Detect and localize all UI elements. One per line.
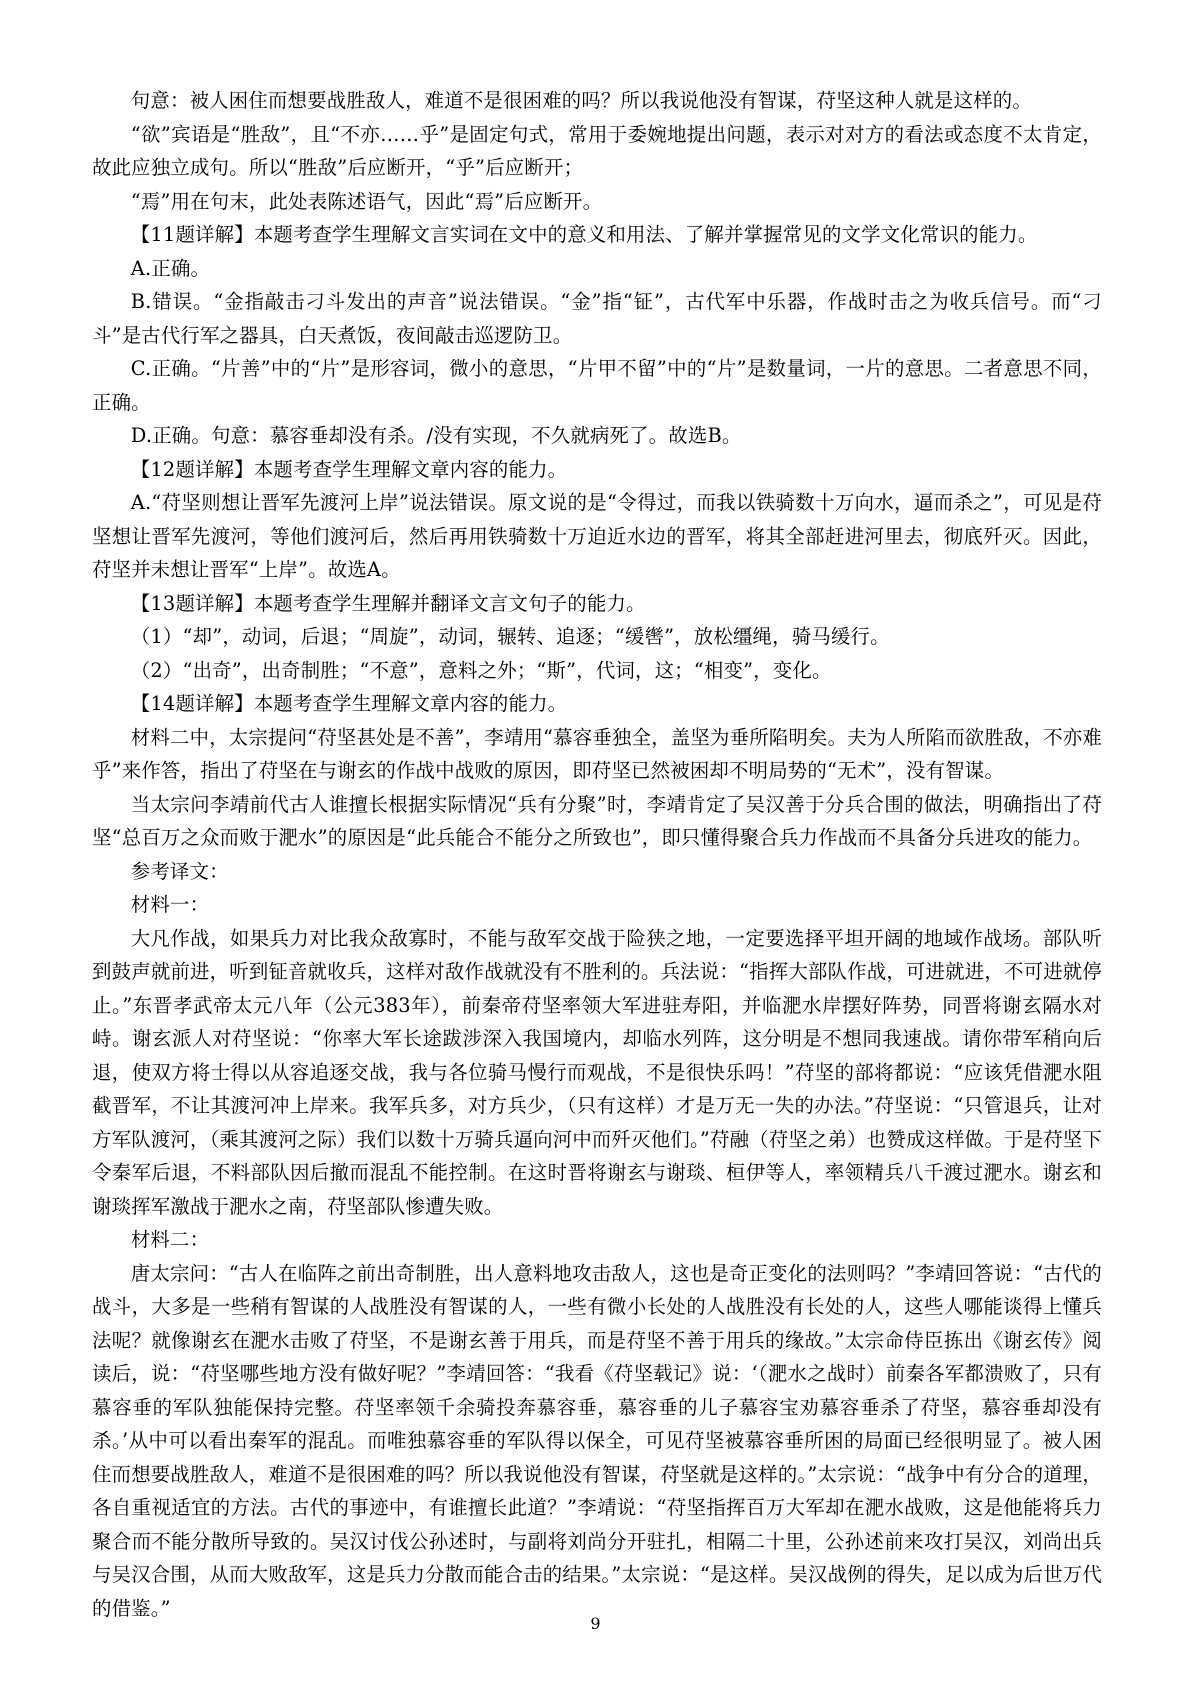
translation-item-1: （1）“却”，动词，后退；“周旋”，动词，辗转、追逐；“缓辔”，放松缰绳，骑马缓行。 — [130, 625, 890, 648]
material-one-text: 大凡作战，如果兵力对比我众敌寡时，不能与敌军交战于险狭之地，一定要选择平坦开阔的地域作战场。部队听到鼓声就前进，听到钲音就收兵，这样对敌作战就没有不胜利的。兵法说：“指挥大部队作战，可进就进，不可进就停止。”东晋孝武帝太元八年（公元383年），前秦帝苻坚率领大军进驻寿阳，并临淝水岸摆好阵势，同晋将谢玄隔水对峙。谢玄派人对苻坚说：“你率大军长途跋涉深入我国境内，却临水列阵，这分明是不想同我速战。请你带军稍向后退，使双方将士得以从容追逐交战，我与各位骑马慢行而观战，不是很快乐吗！”苻坚的部将都说：“应该凭借淝水阻截晋军，不让其渡河冲上岸来。我军兵多，对方兵少，（只有这样）才是万无一失的办法。”苻坚说：“只管退兵，让对方军队渡河，（乘其渡河之际）我们以数十万骑兵逼向河中而歼灭他们。”苻融（苻坚之弟）也赞成这样做。于是苻坚下令秦军后退，不料部队因后撤而混乱不能控制。在这时晋将谢玄与谢琰、桓伊等人，率领精兵八千渡过淝水。谢玄和谢琰挥军激战于淝水之南，苻坚部队惨遭失败。 — [92, 926, 1102, 1218]
answer-option-a: A.正确。 — [130, 256, 211, 280]
section-heading-14: 【14题详解】本题考查学生理解文章内容的能力。 — [130, 692, 568, 715]
material-two-heading: 材料二： — [130, 1228, 210, 1251]
answer-option-d: D.正确。句意：慕容垂却没有杀。/没有实现，不久就病死了。故选B。 — [130, 424, 742, 447]
section-heading-13: 【13题详解】本题考查学生理解并翻译文言文句子的能力。 — [130, 591, 646, 615]
material-one-heading: 材料一： — [130, 893, 210, 916]
paragraph: 当太宗问李靖前代古人谁擅长根据实际情况“兵有分聚”时，李靖肯定了吴汉善于分兵合围的做法，明确指出了苻坚“总百万之众而败于淝水”的原因是“此兵能合不能分之所致也”，即只懂得聚合兵力作战而不具备分兵进攻的能力。 — [92, 792, 1102, 849]
paragraph: 材料二中，太宗提问“苻坚甚处是不善”，李靖用“慕容垂独全，盖坚为垂所陷明矣。夫为人所陷而欲胜敌，不亦难乎”来作答，指出了苻坚在与谢玄的作战中战败的原因，即苻坚已然被困却不明局势的“无术”，没有智谋。 — [92, 725, 1102, 782]
page-number: 9 — [590, 1614, 601, 1633]
paragraph: A.“苻坚则想让晋军先渡河上岸”说法错误。原文说的是“令得过，而我以铁骑数十万向水，逼而杀之”，可见是苻坚想让晋军先渡河，等他们渡河后，然后再用铁骑数十万迫近水边的晋军，将其全部赶进河里去，彻底歼灭。因此，苻坚并未想让晋军“上岸”。故选A。 — [92, 491, 1102, 581]
section-heading-11: 【11题详解】本题考查学生理解文言实词在文中的意义和用法、了解并掌握常见的文学文化常识的能力。 — [130, 223, 1038, 246]
document-body — [92, 84, 1102, 1625]
paragraph: “焉”用在句末，此处表陈述语气，因此“焉”后应断开。 — [130, 189, 603, 213]
answer-option-c: C.正确。“片善”中的“片”是形容词，微小的意思，“片甲不留”中的“片”是数量词，一片的意思。二者意思不同，正确。 — [92, 357, 1102, 414]
paragraph: 句意：被人困住而想要战胜敌人，难道不是很困难的吗？所以我说他没有智谋，苻坚这种人就是这样的。 — [130, 89, 1032, 112]
translation-item-2: （2）“出奇”，出奇制胜；“不意”，意料之外；“斯”，代词，这；“相变”，变化。 — [130, 658, 832, 682]
section-heading-12: 【12题详解】本题考查学生理解文章内容的能力。 — [130, 457, 568, 481]
material-two-text: 唐太宗问：“古人在临阵之前出奇制胜，出人意料地攻击敌人，这也是奇正变化的法则吗？”李靖回答说：“古代的战斗，大多是一些稍有智谋的人战胜没有智谋的人，一些有微小长处的人战胜没有长处的人，这些人哪能谈得上懂兵法呢？就像谢玄在淝水击败了苻坚，不是谢玄善于用兵，而是苻坚不善于用兵的缘故。”太宗命侍臣拣出《谢玄传》阅读后，说：“苻坚哪些地方没有做好呢？”李靖回答：“我看《苻坚载记》说：‘（淝水之战时）前秦各军都溃败了，只有慕容垂的军队独能保持完整。苻坚率领千余骑投奔慕容垂，慕容垂的儿子慕容宝劝慕容垂杀了苻坚，慕容垂却没有杀。’从中可以看出秦军的混乱。而唯独慕容垂的军队得以保全，可见苻坚被慕容垂所困的局面已经很明显了。被人困住而想要战胜敌人，难道不是很困难的吗？所以我说他没有智谋，苻坚就是这样的。”太宗说：“战争中有分合的道理，各自重视适宜的方法。古代的事迹中，有谁擅长此道？”李靖说：“苻坚指挥百万大军却在淝水战败，这是他能将兵力聚合而不能分散所导致的。吴汉讨伐公孙述时，与副将刘尚分开驻扎，相隔二十里，公孙述前来攻打吴汉，刘尚出兵与吴汉合围，从而大败敌军，这是兵力分散而能合击的结果。”太宗说：“是这样。吴汉战例的得失，足以成为后世万代的借鉴。” — [92, 1261, 1102, 1620]
answer-option-b: B.错误。“金指敲击刁斗发出的声音”说法错误。“金”指“钲”，古代军中乐器，作战时击之为收兵信号。而“刁斗”是古代行军之器具，白天煮饭，夜间敲击巡逻防卫。 — [92, 290, 1102, 347]
reference-translation-heading: 参考译文： — [130, 859, 229, 883]
paragraph: “欲”宾语是“胜敌”，且“不亦……乎”是固定句式，常用于委婉地提出问题，表示对对方的看法或态度不太肯定，故此应独立成句。所以“胜敌”后应断开，“乎”后应断开； — [92, 122, 1102, 179]
